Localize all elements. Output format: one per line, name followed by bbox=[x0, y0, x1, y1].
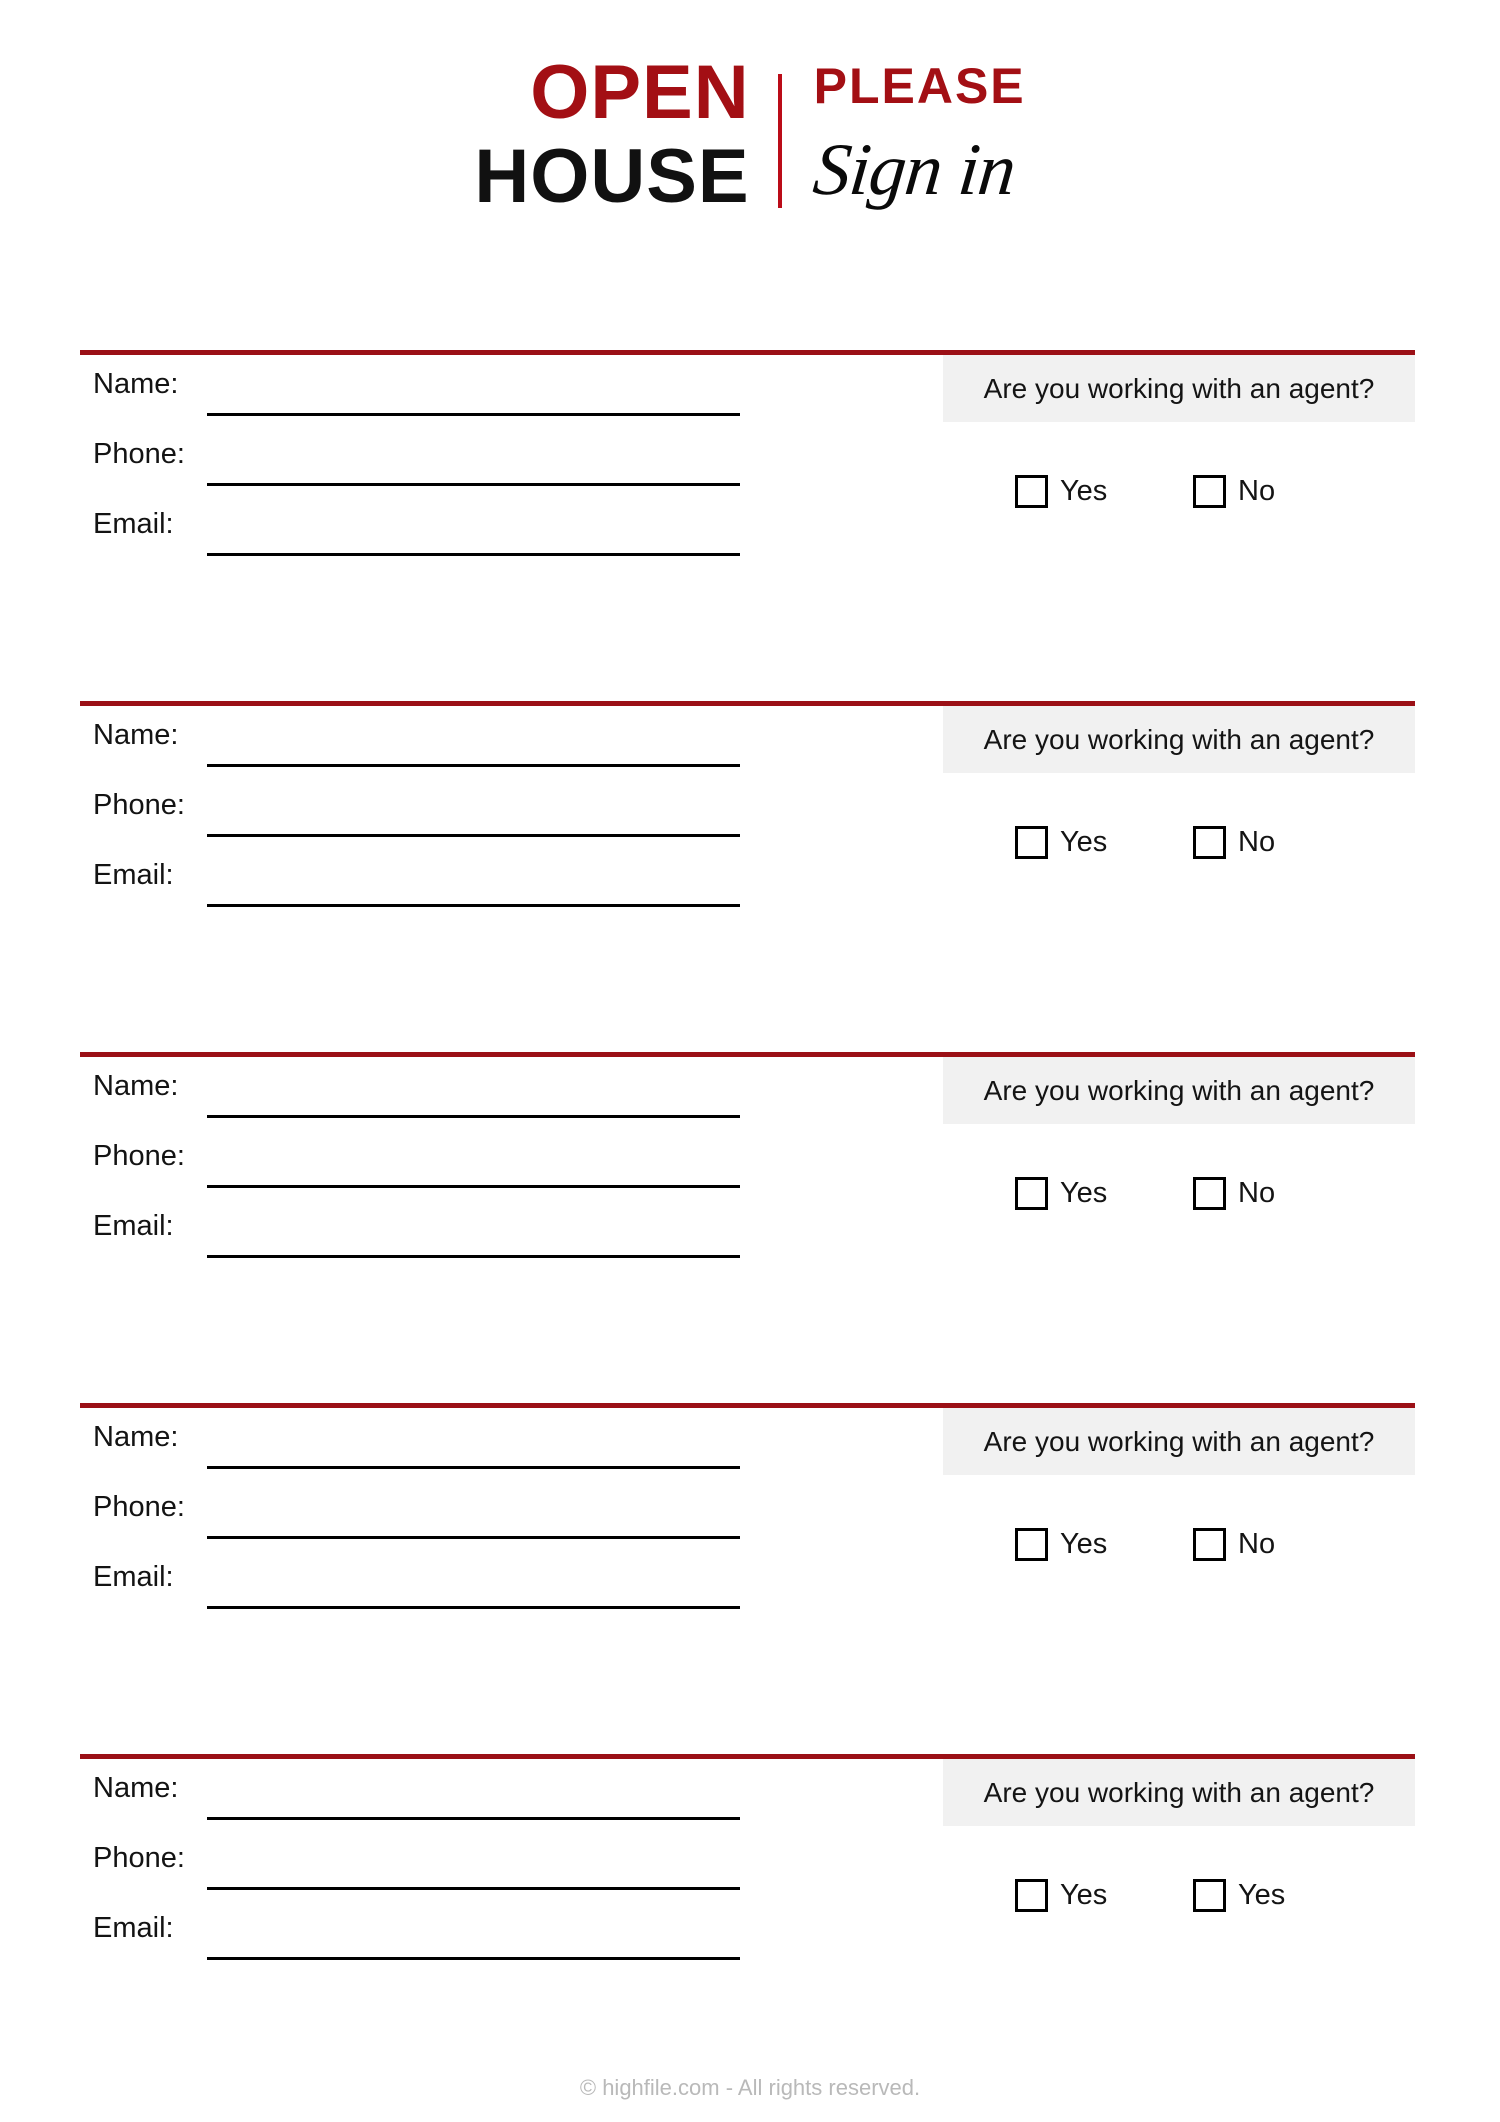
row-fields bbox=[80, 355, 870, 565]
checkbox-icon[interactable] bbox=[1193, 475, 1226, 508]
field-name bbox=[80, 1057, 870, 1127]
field-input-name[interactable] bbox=[207, 1115, 740, 1118]
field-input-phone[interactable] bbox=[207, 483, 740, 486]
row-body bbox=[0, 1057, 1500, 1393]
agent-option-no[interactable] bbox=[1193, 1177, 1275, 1210]
field-phone bbox=[80, 425, 870, 495]
checkbox-icon[interactable] bbox=[1015, 1528, 1048, 1561]
signin-row bbox=[0, 1042, 1500, 1393]
checkbox-icon[interactable] bbox=[1015, 1177, 1048, 1210]
field-label-phone: Phone: bbox=[93, 438, 185, 470]
agent-options bbox=[943, 1879, 1415, 1919]
field-label-name: Name: bbox=[93, 368, 179, 400]
field-email bbox=[80, 1197, 870, 1267]
field-input-name[interactable] bbox=[207, 1466, 740, 1469]
document-header bbox=[0, 0, 1500, 300]
agent-option-yes[interactable] bbox=[1015, 1177, 1107, 1210]
checkbox-icon[interactable] bbox=[1193, 1177, 1226, 1210]
field-input-phone[interactable] bbox=[207, 834, 740, 837]
field-input-phone[interactable] bbox=[207, 1887, 740, 1890]
field-label-phone: Phone: bbox=[93, 1491, 185, 1523]
field-input-email[interactable] bbox=[207, 1255, 740, 1258]
agent-option-no[interactable] bbox=[1193, 826, 1275, 859]
checkbox-icon[interactable] bbox=[1015, 826, 1048, 859]
agent-option-label: No bbox=[1238, 475, 1276, 507]
agent-question-block bbox=[943, 1408, 1415, 1568]
agent-options bbox=[943, 475, 1415, 515]
agent-question-text: Are you working with an agent? bbox=[983, 1776, 1375, 1808]
field-input-name[interactable] bbox=[207, 413, 740, 416]
agent-question-block bbox=[943, 355, 1415, 515]
field-label-phone: Phone: bbox=[93, 1842, 185, 1874]
field-input-email[interactable] bbox=[207, 1957, 740, 1960]
agent-question-block bbox=[943, 706, 1415, 866]
agent-question-text: Are you working with an agent? bbox=[983, 723, 1375, 755]
title-block bbox=[0, 52, 1500, 220]
agent-question-banner bbox=[943, 355, 1415, 422]
field-label-name: Name: bbox=[93, 1772, 179, 1804]
field-label-email: Email: bbox=[93, 1561, 174, 1593]
agent-question-banner bbox=[943, 706, 1415, 773]
signin-row bbox=[0, 691, 1500, 1042]
field-phone bbox=[80, 1127, 870, 1197]
field-phone bbox=[80, 1829, 870, 1899]
row-body bbox=[0, 1408, 1500, 1744]
signin-row bbox=[0, 1393, 1500, 1744]
agent-option-label: Yes bbox=[1060, 1177, 1108, 1209]
agent-option-yes[interactable] bbox=[1015, 826, 1107, 859]
agent-option-yes[interactable] bbox=[1015, 1879, 1107, 1912]
row-fields bbox=[80, 1408, 870, 1618]
agent-options bbox=[943, 1177, 1415, 1217]
field-name bbox=[80, 706, 870, 776]
field-name bbox=[80, 355, 870, 425]
field-input-phone[interactable] bbox=[207, 1185, 740, 1188]
row-fields bbox=[80, 1759, 870, 1969]
field-input-email[interactable] bbox=[207, 904, 740, 907]
agent-option-no[interactable] bbox=[1193, 1879, 1285, 1912]
title-open: OPEN bbox=[530, 50, 750, 135]
field-label-email: Email: bbox=[93, 1210, 174, 1242]
row-body bbox=[0, 1759, 1500, 2095]
agent-option-yes[interactable] bbox=[1015, 1528, 1107, 1561]
field-input-name[interactable] bbox=[207, 1817, 740, 1820]
field-name bbox=[80, 1408, 870, 1478]
row-body bbox=[0, 355, 1500, 691]
title-please: PLEASE bbox=[813, 58, 1026, 114]
agent-options bbox=[943, 1528, 1415, 1568]
agent-option-label: No bbox=[1238, 1177, 1276, 1209]
agent-option-label: No bbox=[1238, 1528, 1276, 1560]
agent-question-block bbox=[943, 1057, 1415, 1217]
row-body bbox=[0, 706, 1500, 1042]
field-label-email: Email: bbox=[93, 508, 174, 540]
checkbox-icon[interactable] bbox=[1193, 1528, 1226, 1561]
agent-option-yes[interactable] bbox=[1015, 475, 1107, 508]
field-label-name: Name: bbox=[93, 1421, 179, 1453]
signin-row bbox=[0, 1744, 1500, 2095]
field-label-phone: Phone: bbox=[93, 789, 185, 821]
footer-copyright: © highfile.com - All rights reserved. bbox=[579, 2075, 921, 2100]
field-label-name: Name: bbox=[93, 719, 179, 751]
document-footer bbox=[0, 2075, 1500, 2101]
field-label-name: Name: bbox=[93, 1070, 179, 1102]
agent-option-label: Yes bbox=[1060, 1879, 1108, 1911]
checkbox-icon[interactable] bbox=[1193, 1879, 1226, 1912]
agent-option-label: No bbox=[1238, 826, 1276, 858]
field-label-phone: Phone: bbox=[93, 1140, 185, 1172]
field-input-email[interactable] bbox=[207, 553, 740, 556]
field-email bbox=[80, 1548, 870, 1618]
agent-question-block bbox=[943, 1759, 1415, 1919]
signin-rows bbox=[0, 340, 1500, 2095]
field-input-name[interactable] bbox=[207, 764, 740, 767]
agent-question-banner bbox=[943, 1759, 1415, 1826]
field-email bbox=[80, 1899, 870, 1969]
agent-question-banner bbox=[943, 1057, 1415, 1124]
agent-option-label: Yes bbox=[1238, 1879, 1286, 1911]
checkbox-icon[interactable] bbox=[1015, 475, 1048, 508]
field-phone bbox=[80, 1478, 870, 1548]
checkbox-icon[interactable] bbox=[1015, 1879, 1048, 1912]
field-input-phone[interactable] bbox=[207, 1536, 740, 1539]
field-phone bbox=[80, 776, 870, 846]
field-input-email[interactable] bbox=[207, 1606, 740, 1609]
checkbox-icon[interactable] bbox=[1193, 826, 1226, 859]
row-fields bbox=[80, 1057, 870, 1267]
field-label-email: Email: bbox=[93, 859, 174, 891]
field-email bbox=[80, 495, 870, 565]
row-fields bbox=[80, 706, 870, 916]
signin-row bbox=[0, 340, 1500, 691]
agent-option-label: Yes bbox=[1060, 475, 1108, 507]
title-left-group bbox=[474, 52, 777, 220]
field-email bbox=[80, 846, 870, 916]
agent-question-text: Are you working with an agent? bbox=[983, 372, 1375, 404]
agent-question-text: Are you working with an agent? bbox=[983, 1425, 1375, 1457]
title-right-group bbox=[782, 52, 1026, 220]
agent-option-no[interactable] bbox=[1193, 475, 1275, 508]
agent-option-no[interactable] bbox=[1193, 1528, 1275, 1561]
title-house: HOUSE bbox=[474, 134, 750, 219]
title-sign-in: Sign in bbox=[809, 129, 1019, 211]
agent-question-text: Are you working with an agent? bbox=[983, 1074, 1375, 1106]
field-name bbox=[80, 1759, 870, 1829]
field-label-email: Email: bbox=[93, 1912, 174, 1944]
agent-option-label: Yes bbox=[1060, 1528, 1108, 1560]
agent-question-banner bbox=[943, 1408, 1415, 1475]
agent-option-label: Yes bbox=[1060, 826, 1108, 858]
agent-options bbox=[943, 826, 1415, 866]
